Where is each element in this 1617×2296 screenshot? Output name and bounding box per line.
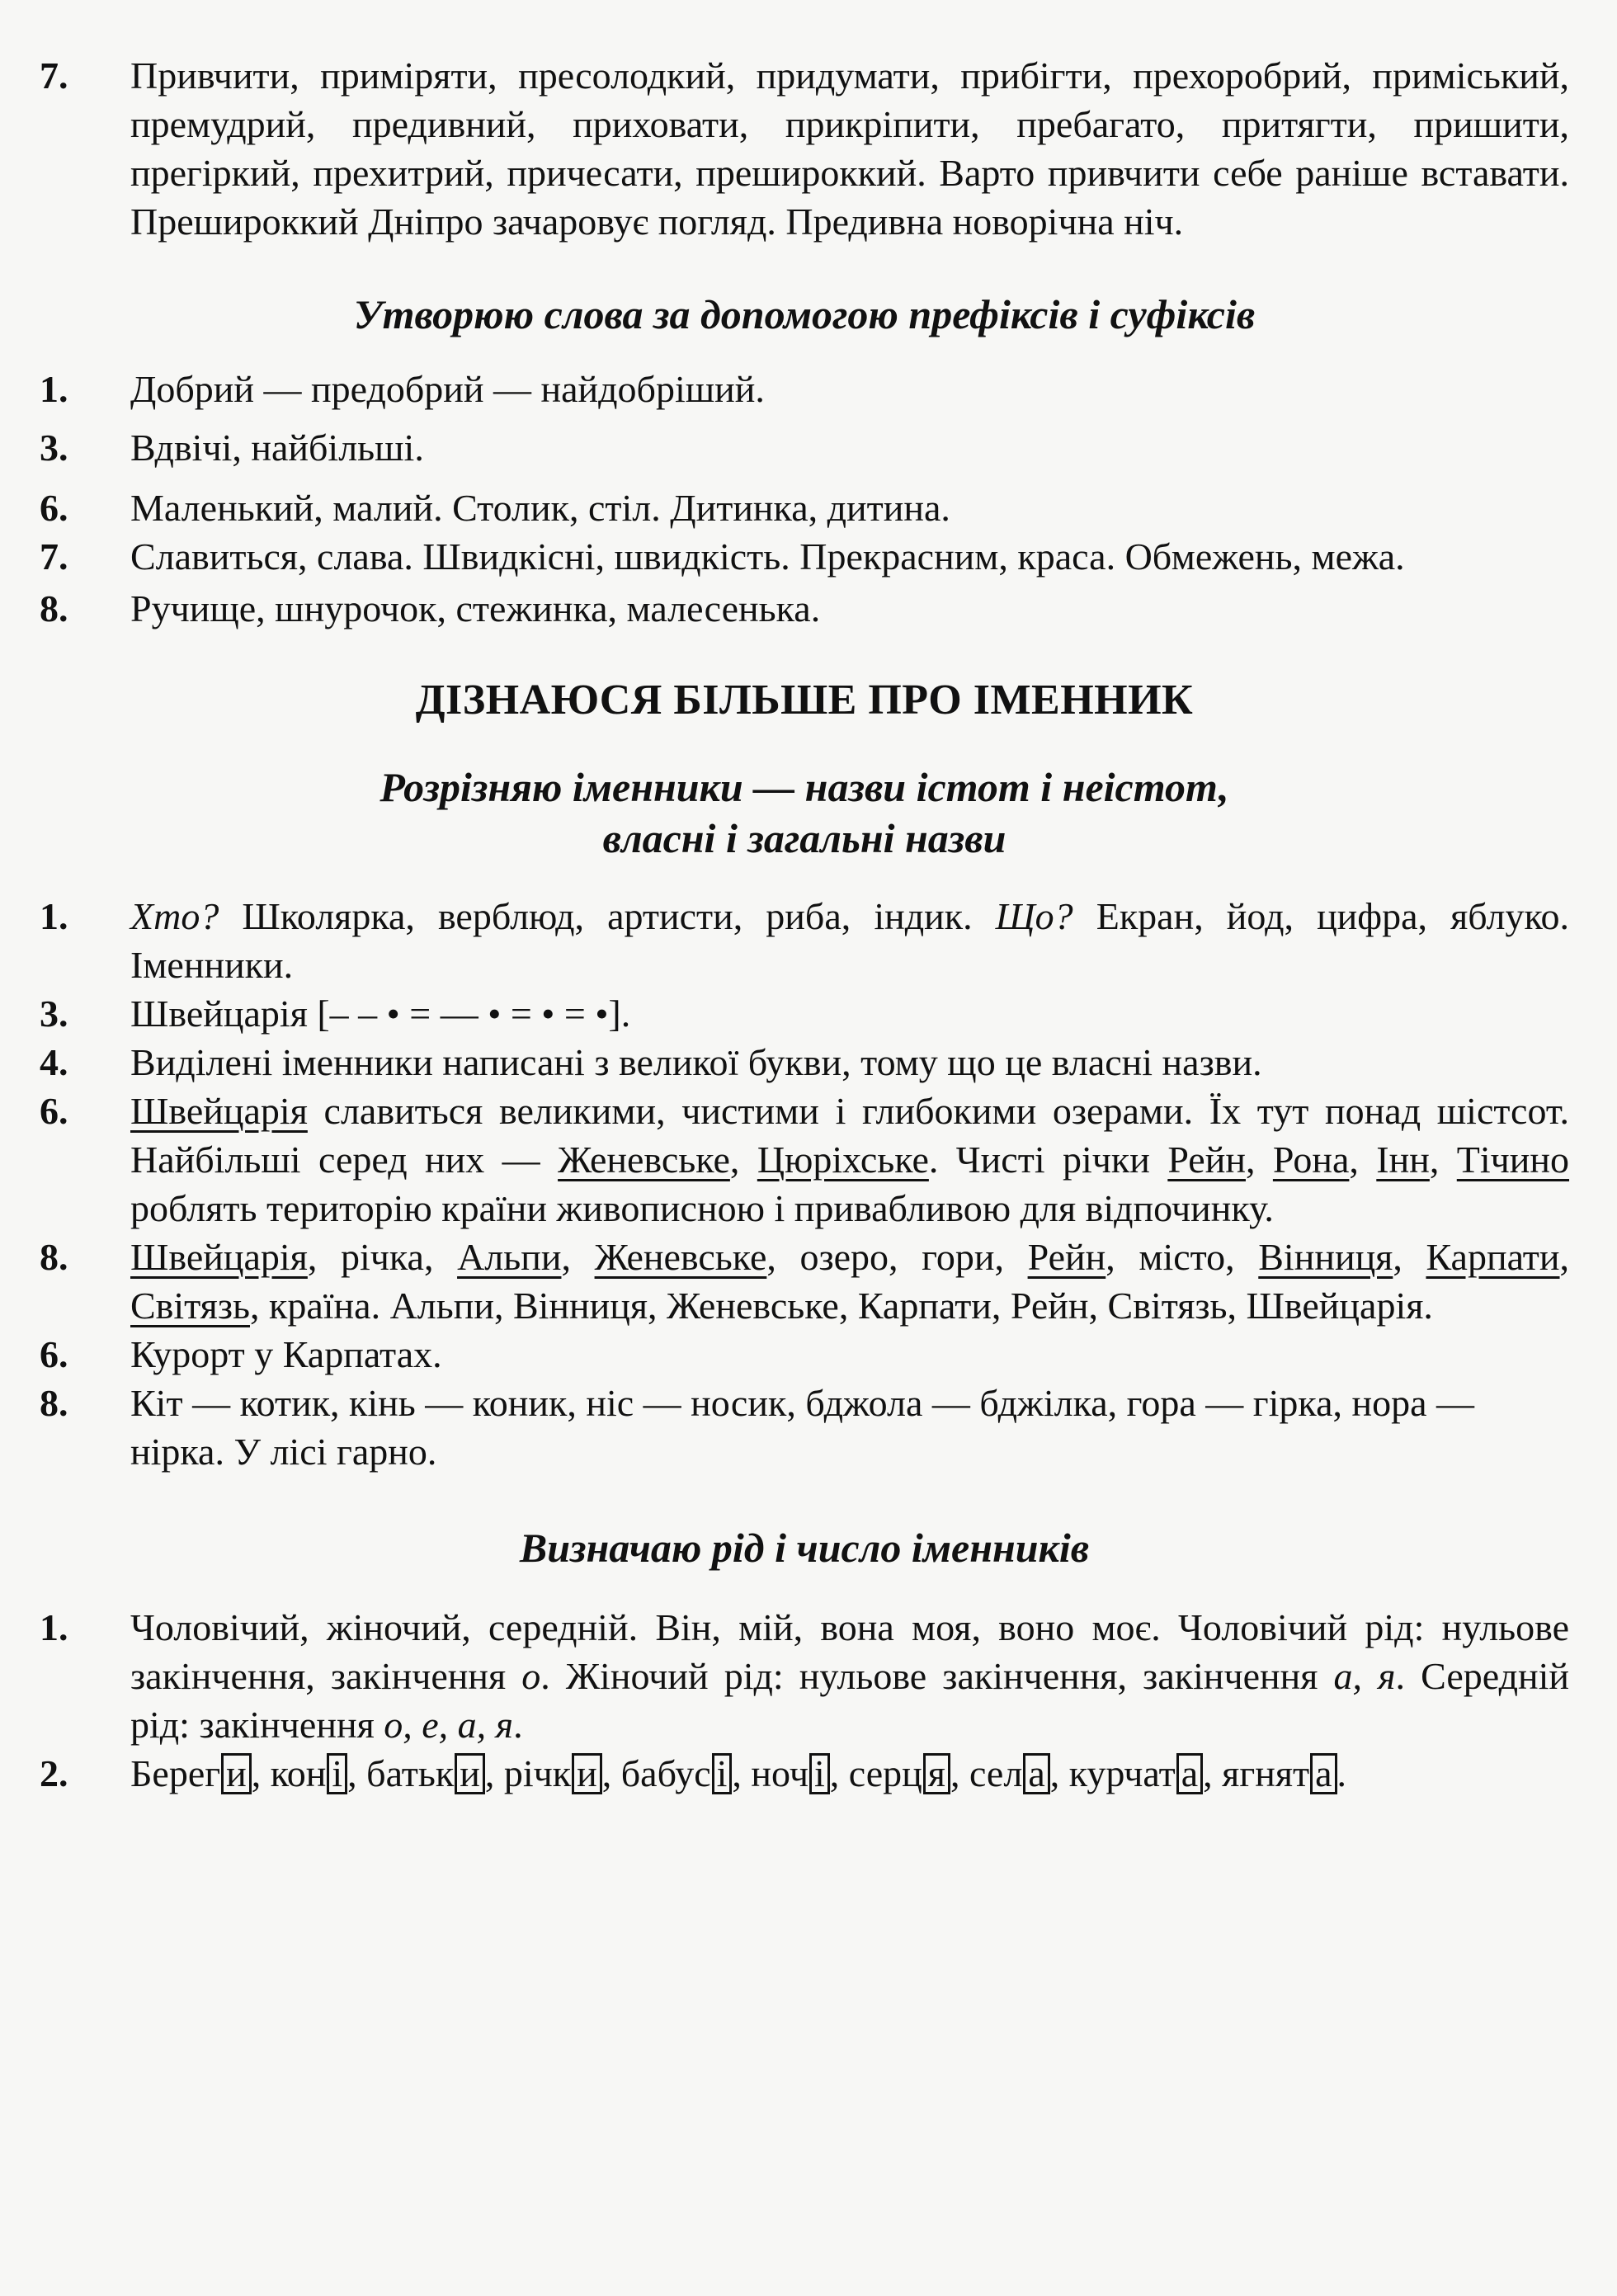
- item-number: 4.: [40, 1041, 68, 1083]
- ending-letters: а, я: [1333, 1655, 1396, 1697]
- ending-letters: о, е, а, я: [384, 1704, 514, 1746]
- item-number: 1.: [40, 895, 68, 937]
- item-text: Добрий — предобрий — найдобріший.: [130, 368, 765, 410]
- item-text: Швейцарія славиться великими, чистими і глибокими озерами. Їх тут понад шістсот. Найбільші серед них — Женевське, Цюріхське. Чисті річки Рейн, Рона, Інн, Тічино роблять територію країни живописною і привабливою для відпочинку.: [130, 1090, 1570, 1229]
- item-number: 1.: [40, 1606, 68, 1648]
- list-item: [40, 1330, 1569, 1379]
- list-item: [40, 1603, 1569, 1749]
- question-word: Хто?: [130, 895, 219, 937]
- item-text: Маленький, малий. Столик, стіл. Дитинка, дитина.: [130, 487, 950, 529]
- word-ending-box: а: [1310, 1753, 1336, 1794]
- word-stem: річк: [503, 1752, 572, 1794]
- section-word-formation: [40, 289, 1569, 633]
- word-ending-box: и: [221, 1753, 252, 1794]
- separator: .: [1336, 1752, 1346, 1794]
- question-word: Що?: [995, 895, 1073, 937]
- separator: ,: [829, 1752, 849, 1794]
- word-ending-box: і: [712, 1753, 733, 1794]
- word-ending-box: а: [1176, 1753, 1203, 1794]
- word-stem: бабус: [620, 1752, 711, 1794]
- separator: ,: [950, 1752, 969, 1794]
- list-item: [40, 1233, 1569, 1330]
- item-text: Ручище, шнурочок, стежинка, малесенька.: [130, 587, 821, 629]
- list-item: [40, 423, 1569, 472]
- word-stem: сел: [969, 1752, 1023, 1794]
- list-item: [40, 1087, 1569, 1233]
- separator: ,: [1203, 1752, 1223, 1794]
- word-ending-box: я: [923, 1753, 950, 1794]
- item-text: Привчити, приміряти, пресолодкий, придумати, прибігти, прехоробрий, приміський, премудрий, предивний, приховати, прикріпити, пребагато, притягти, пришити, прегіркий, прехитрий, причесати, прешироккий. Варто привчити себе раніше вставати. Прешироккий Дніпро зачаровує погляд. Предивна новорічна ніч.: [130, 54, 1569, 243]
- item-number: 1.: [40, 368, 68, 410]
- item-text: Швейцарія, річка, Альпи, Женевське, озеро, гори, Рейн, місто, Вінниця, Карпати, Світязь, країна. Альпи, Вінниця, Женевське, Карпати, Рейн, Світязь, Швейцарія.: [130, 1236, 1570, 1327]
- separator: ,: [251, 1752, 271, 1794]
- separator: ,: [484, 1752, 504, 1794]
- word-stem: ноч: [751, 1752, 808, 1794]
- item-text: Славиться, слава. Швидкісні, швидкість. Прекрасним, краса. Обмежень, межа.: [130, 535, 1405, 578]
- item-number: 2.: [40, 1752, 68, 1794]
- item-number: 8.: [40, 587, 68, 629]
- item-number: 6.: [40, 1090, 68, 1132]
- item-text: Швейцарія [– – • = — • = • = •].: [130, 992, 631, 1035]
- list-item: [40, 1749, 1569, 1798]
- list-item: [40, 892, 1569, 989]
- word-stem: ягнят: [1222, 1752, 1310, 1794]
- list-item: [40, 1379, 1569, 1476]
- item-number: 8.: [40, 1236, 68, 1278]
- word-stem: кон: [270, 1752, 327, 1794]
- word-stem: Берег: [130, 1752, 221, 1794]
- word-ending-box: и: [572, 1753, 602, 1794]
- chapter-title: ДІЗНАЮСЯ БІЛЬШЕ ПРО ІМЕННИК: [415, 677, 1194, 724]
- item-text: Виділені іменники написані з великої букви, тому що це власні назви.: [130, 1041, 1262, 1083]
- separator: ,: [732, 1752, 752, 1794]
- section-title-line: власні і загальні назви: [602, 815, 1006, 861]
- list-item: [40, 584, 1569, 633]
- list-item: [40, 1038, 1569, 1087]
- section-gender-number: [40, 1522, 1569, 1798]
- item-number: 3.: [40, 992, 68, 1035]
- list-item: [40, 51, 1569, 246]
- word-stem: курчат: [1068, 1752, 1176, 1794]
- item-text: Чоловічий, жіночий, середній. Він, мій, вона моя, воно моє. Чоловічий рід: нульове закінчення, закінчення о. Жіночий рід: нульове закінчення, закінчення а, я. Середній рід: закінчення о, е, а, я.: [130, 1606, 1569, 1746]
- separator: ,: [347, 1752, 367, 1794]
- item-text: Хто? Школярка, верблюд, артисти, риба, індик. Що? Екран, йод, цифра, яблуко. Іменники.: [130, 895, 1569, 986]
- word-stem: серц: [848, 1752, 922, 1794]
- section-nouns: [40, 674, 1569, 1476]
- item-number: 6.: [40, 487, 68, 529]
- list-item: [40, 532, 1569, 581]
- list-item: [40, 365, 1569, 413]
- separator: ,: [601, 1752, 621, 1794]
- item-number: 8.: [40, 1382, 68, 1424]
- item-number: 7.: [40, 54, 68, 97]
- item-text: Курорт у Карпатах.: [130, 1333, 442, 1375]
- section-title-line: Розрізняю іменники — назви істот і неістот,: [380, 764, 1229, 810]
- item-number: 6.: [40, 1333, 68, 1375]
- item-text: Кіт — котик, кінь — коник, ніс — носик, бджола — бджілка, гора — гірка, нора — нірка. У лісі гарно.: [130, 1382, 1475, 1473]
- word-ending-box: і: [327, 1753, 347, 1794]
- word-ending-box: и: [455, 1753, 485, 1794]
- word-stem: батьк: [366, 1752, 455, 1794]
- separator: ,: [1049, 1752, 1069, 1794]
- item-text: Вдвічі, найбільші.: [130, 427, 424, 469]
- ending-letters: о: [521, 1655, 541, 1697]
- section-title: Визначаю рід і число іменників: [519, 1525, 1090, 1571]
- list-item: [40, 483, 1569, 532]
- section-title: Утворюю слова за допомогою префіксів і суфіксів: [353, 291, 1256, 337]
- section-prefixes: [40, 51, 1569, 246]
- item-number: 3.: [40, 427, 68, 469]
- item-number: 7.: [40, 535, 68, 578]
- item-text: [130, 1749, 1569, 1798]
- word-ending-box: а: [1023, 1753, 1049, 1794]
- list-item: [40, 989, 1569, 1038]
- word-ending-box: і: [809, 1753, 830, 1794]
